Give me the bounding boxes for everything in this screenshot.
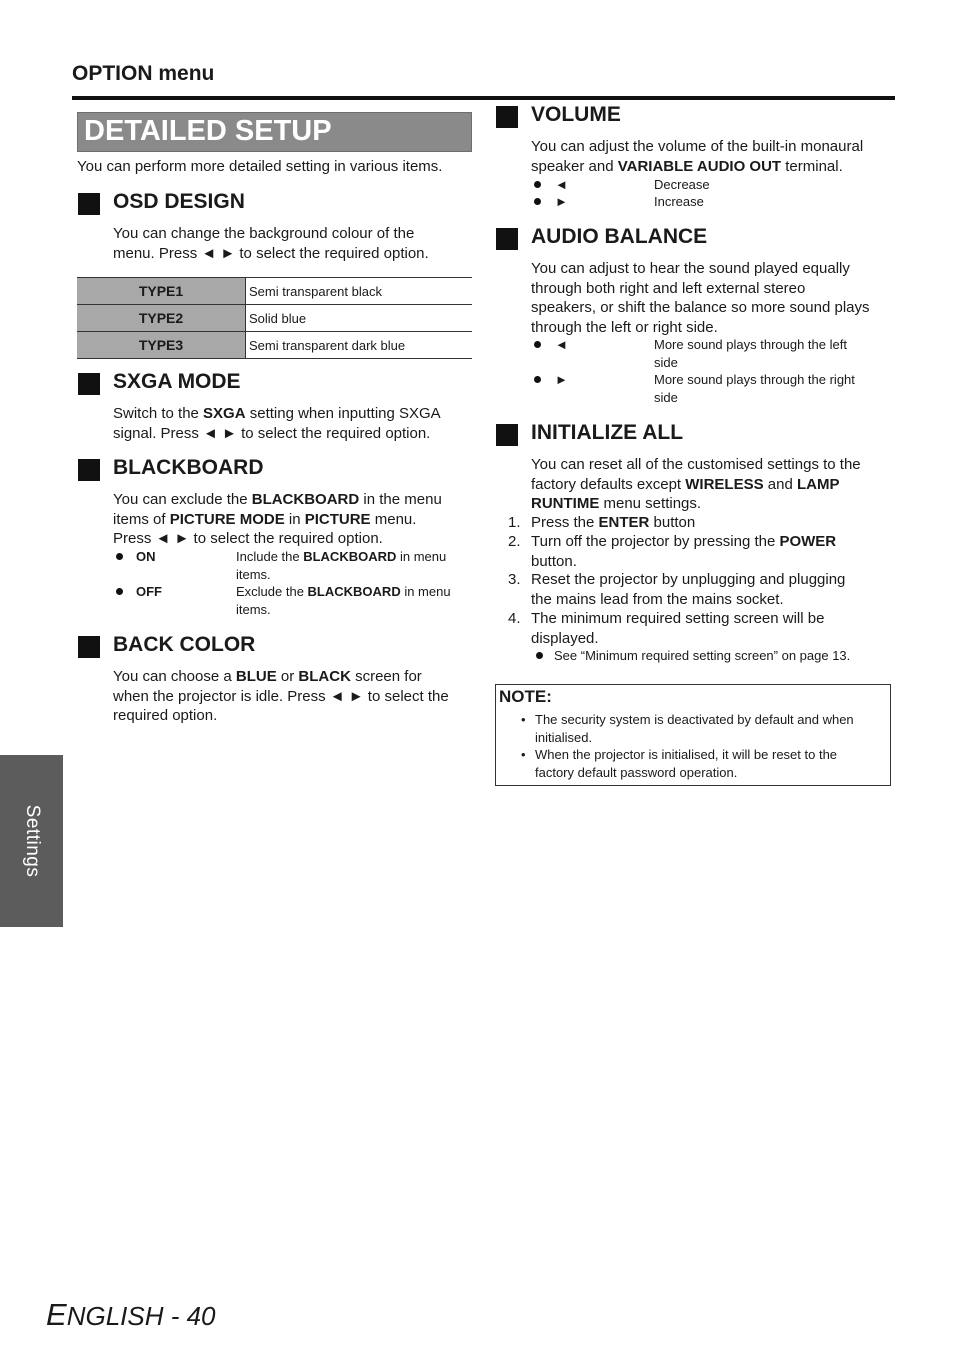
off-label: OFF (136, 584, 162, 599)
page-footer: ENGLISH - 40 (46, 1297, 216, 1332)
intro-text: You can perform more detailed setting in various items. (77, 158, 443, 175)
page-title: DETAILED SETUP (84, 115, 332, 147)
volume-body: You can adjust the volume of the built-in monaural speaker and VARIABLE AUDIO OUT terminal. (531, 138, 864, 175)
header-rule (72, 96, 895, 100)
on-label: ON (136, 549, 156, 564)
table-row: TYPE3 Semi transparent dark blue (77, 332, 472, 359)
heading-square-icon (78, 459, 100, 481)
initialize-all-heading: INITIALIZE ALL (531, 421, 684, 444)
blackboard-body: You can exclude the BLACKBOARD in the menu items of PICTURE MODE in PICTURE menu. Press ◄ ► to select the required option. (113, 491, 442, 547)
right-balance-description: More sound plays through the right side (654, 372, 855, 405)
back-color-heading: BACK COLOR (113, 633, 256, 656)
decrease-label: Decrease (654, 177, 710, 192)
osd-design-body: You can change the background colour of the menu. Press ◄ ► to select the required option. (113, 225, 429, 262)
audio-balance-body: You can adjust to hear the sound played equally through both right and left external stereo speakers, or shift the balance so more sound plays through the left or right side. (531, 260, 870, 336)
left-balance-description: More sound plays through the left side (654, 337, 847, 370)
table-row: TYPE1 Semi transparent black (77, 278, 472, 305)
off-description: Exclude the BLACKBOARD in menu items. (236, 584, 451, 617)
audio-balance-heading: AUDIO BALANCE (531, 225, 708, 248)
right-arrow-icon: ► (555, 372, 568, 387)
step-number: 2. (508, 533, 521, 550)
bullet-icon (116, 588, 123, 595)
side-tab-label: Settings (21, 804, 43, 878)
note-box (495, 684, 891, 786)
heading-square-icon (496, 424, 518, 446)
step-text: Press the ENTER button (531, 514, 696, 531)
step-number: 4. (508, 610, 521, 627)
heading-square-icon (78, 193, 100, 215)
initialize-all-body: You can reset all of the customised settings to the factory defaults except WIRELESS and LAMP RUNTIME menu settings. (531, 456, 861, 512)
note-item: When the projector is initialised, it will be reset to the factory default password operation. (535, 747, 838, 780)
sxga-mode-heading: SXGA MODE (113, 370, 241, 393)
heading-square-icon (78, 373, 100, 395)
section-label: OPTION menu (72, 62, 215, 85)
heading-square-icon (496, 106, 518, 128)
see-reference: See “Minimum required setting screen” on page 13. (554, 648, 851, 663)
step-text: The minimum required setting screen will be displayed. (531, 610, 825, 647)
step-text: Reset the projector by unplugging and plugging the mains lead from the mains socket. (531, 571, 846, 608)
right-arrow-icon: ► (555, 194, 568, 209)
increase-label: Increase (654, 194, 704, 209)
note-item: The security system is deactivated by default and when initialised. (535, 712, 854, 745)
bullet-icon (116, 553, 123, 560)
osd-design-heading: OSD DESIGN (113, 190, 245, 213)
bullet-icon (534, 198, 541, 205)
bullet-icon (534, 181, 541, 188)
blackboard-heading: BLACKBOARD (113, 456, 264, 479)
bullet-icon (536, 652, 543, 659)
page-title-bar (77, 112, 472, 152)
volume-heading: VOLUME (531, 103, 621, 126)
step-number: 3. (508, 571, 521, 588)
left-arrow-icon: ◄ (555, 337, 568, 352)
step-text: Turn off the projector by pressing the POWER button. (531, 533, 837, 570)
left-arrow-icon: ◄ (555, 177, 568, 192)
sxga-mode-body: Switch to the SXGA setting when inputting SXGA signal. Press ◄ ► to select the required option. (113, 405, 441, 442)
note-title: NOTE: (499, 687, 552, 706)
bullet-icon (534, 341, 541, 348)
step-number: 1. (508, 514, 521, 531)
note-bullet-icon: • (521, 712, 526, 727)
bullet-icon (534, 376, 541, 383)
note-bullet-icon: • (521, 747, 526, 762)
settings-side-tab (0, 755, 63, 927)
heading-square-icon (78, 636, 100, 658)
back-color-body: You can choose a BLUE or BLACK screen for when the projector is idle. Press ◄ ► to select the required option. (113, 668, 449, 724)
table-row: TYPE2 Solid blue (77, 305, 472, 332)
on-description: Include the BLACKBOARD in menu items. (236, 549, 447, 582)
heading-square-icon (496, 228, 518, 250)
osd-design-table (77, 277, 472, 359)
